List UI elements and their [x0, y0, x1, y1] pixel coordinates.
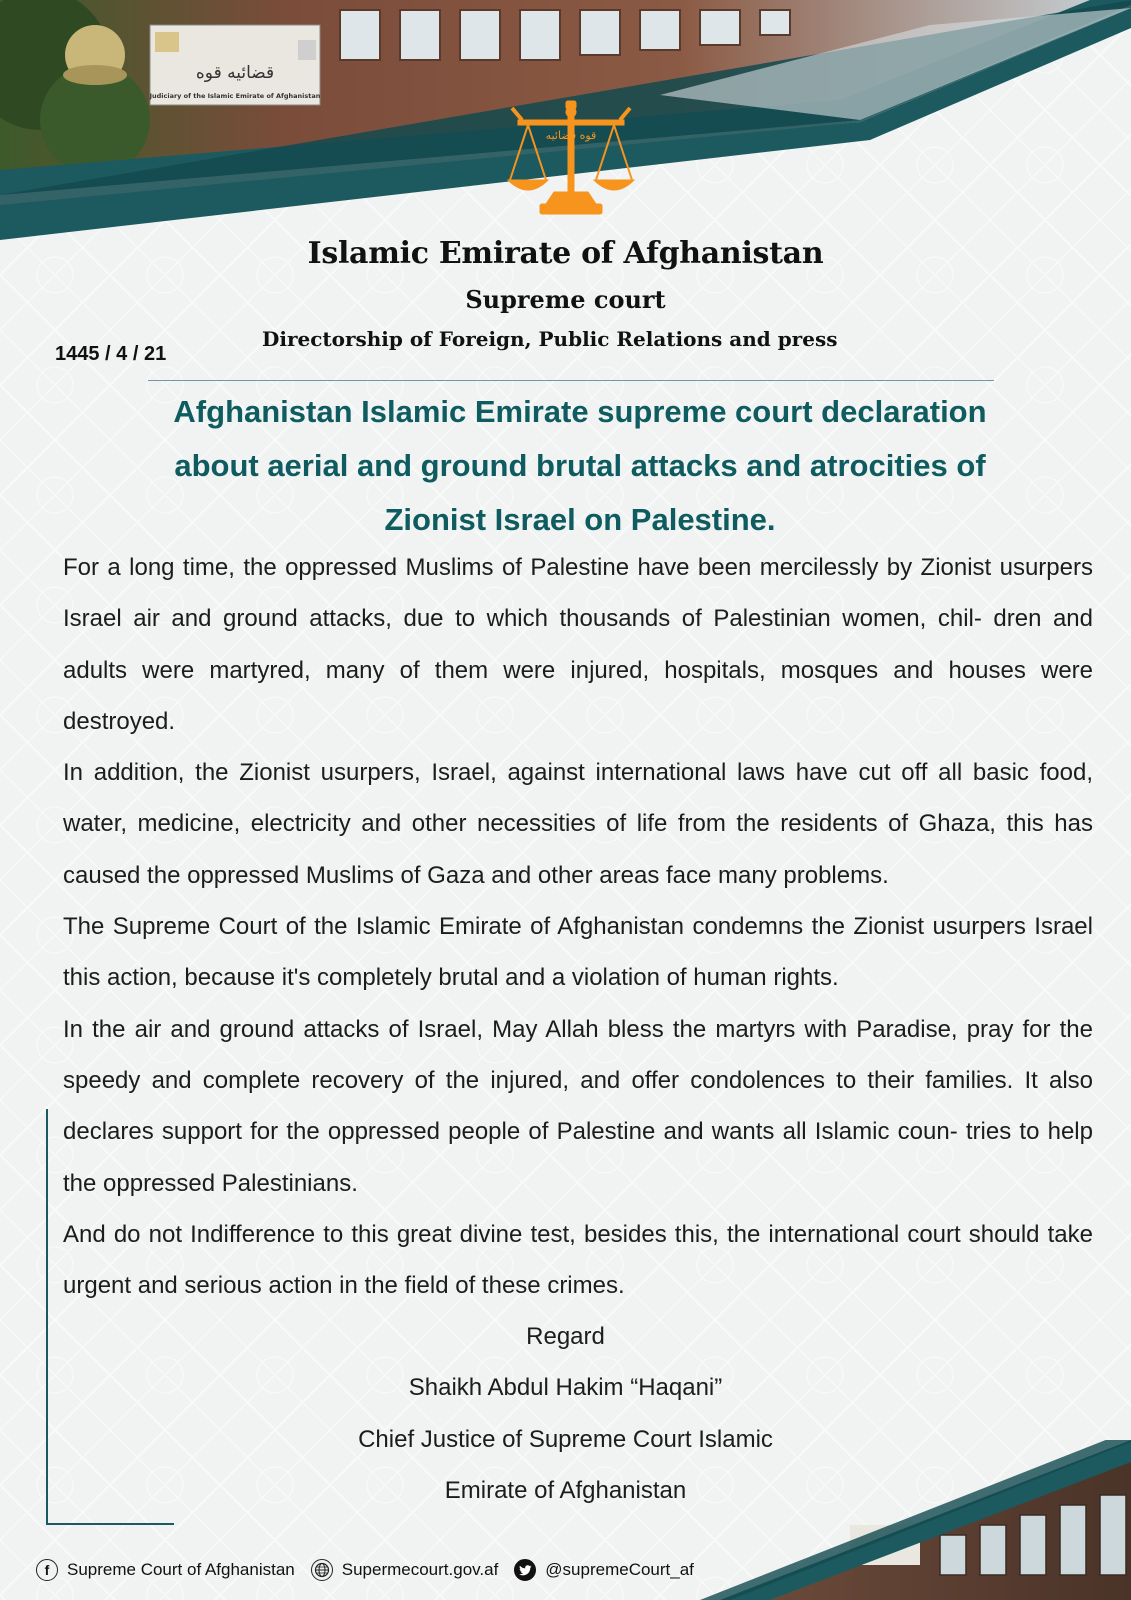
declaration-title: [80, 385, 1080, 547]
twitter-link[interactable]: [514, 1559, 694, 1581]
facebook-link[interactable]: [36, 1559, 295, 1581]
title-line: Zionist Israel on Palestine.: [384, 502, 776, 537]
website-label: Supermecourt.gov.af: [341, 1560, 499, 1579]
twitter-icon: [514, 1559, 536, 1581]
signatory-title: Emirate of Afghanistan: [444, 1476, 687, 1504]
website-link[interactable]: [311, 1559, 499, 1581]
organization-name: Islamic Emirate of Afghanistan: [307, 236, 824, 271]
globe-icon: [311, 1559, 333, 1581]
body-paragraph: In the air and ground attacks of Israel, May Allah bless the martyrs with Paradise, pray for the speedy and complete recovery of the injured, and offer condolences to their families. It also declares support for the oppressed people of Palestine and wants all Islamic coun- tries to help the oppressed Palestinians.: [63, 1015, 1093, 1197]
body-paragraph: For a long time, the oppressed Muslims of Palestine have been mercilessly by Zionist usurpers Israel air and ground attacks, due to which thousands of Palestinian women, chil- dren and adults were martyred, many of them were injured, hospitals, mosques and houses were destroyed.: [63, 554, 1093, 735]
scale-of-justice-icon: [506, 96, 636, 226]
body-paragraph: In addition, the Zionist usurpers, Israel, against international laws have cut off all basic food, water, medicine, electricity and other necessities of life from the residents of Ghaza, this has caused the oppressed Muslims of Gaza and other areas face many problems.: [63, 759, 1093, 889]
banner-sign-english: Judiciary of the Islamic Emirate of Afghanistan: [149, 92, 321, 100]
document-date: 1445 / 4 / 21: [55, 343, 167, 365]
signatory-name: Shaikh Abdul Hakim “Haqani”: [408, 1374, 723, 1402]
twitter-label: @supremeCourt_af: [545, 1560, 694, 1579]
closing: Regard: [526, 1323, 605, 1350]
body-paragraph: And do not Indifference to this great divine test, besides this, the international court should take urgent and serious action in the field of these crimes.: [63, 1220, 1093, 1300]
title-line: about aerial and ground brutal attacks and atrocities of: [174, 448, 986, 483]
banner-sign-arabic: قضائیه قوه: [195, 63, 275, 83]
court-name: Supreme court: [465, 285, 666, 314]
facebook-label: Supreme Court of Afghanistan: [67, 1560, 295, 1579]
department-name: Directorship of Foreign, Public Relations and press: [262, 327, 838, 351]
body-paragraph: The Supreme Court of the Islamic Emirate of Afghanistan condemns the Zionist usurpers Israel this action, because it's completely brutal and a violation of human rights.: [63, 913, 1093, 992]
footer-contacts: [36, 1555, 710, 1585]
declaration-body: [63, 542, 1093, 1311]
header-divider: [148, 380, 994, 381]
facebook-icon: f: [36, 1559, 58, 1581]
title-line: Afghanistan Islamic Emirate supreme court declaration: [173, 394, 987, 429]
signatory-title: Chief Justice of Supreme Court Islamic: [358, 1425, 773, 1453]
seal-text: قوه قضائیه: [545, 129, 597, 142]
